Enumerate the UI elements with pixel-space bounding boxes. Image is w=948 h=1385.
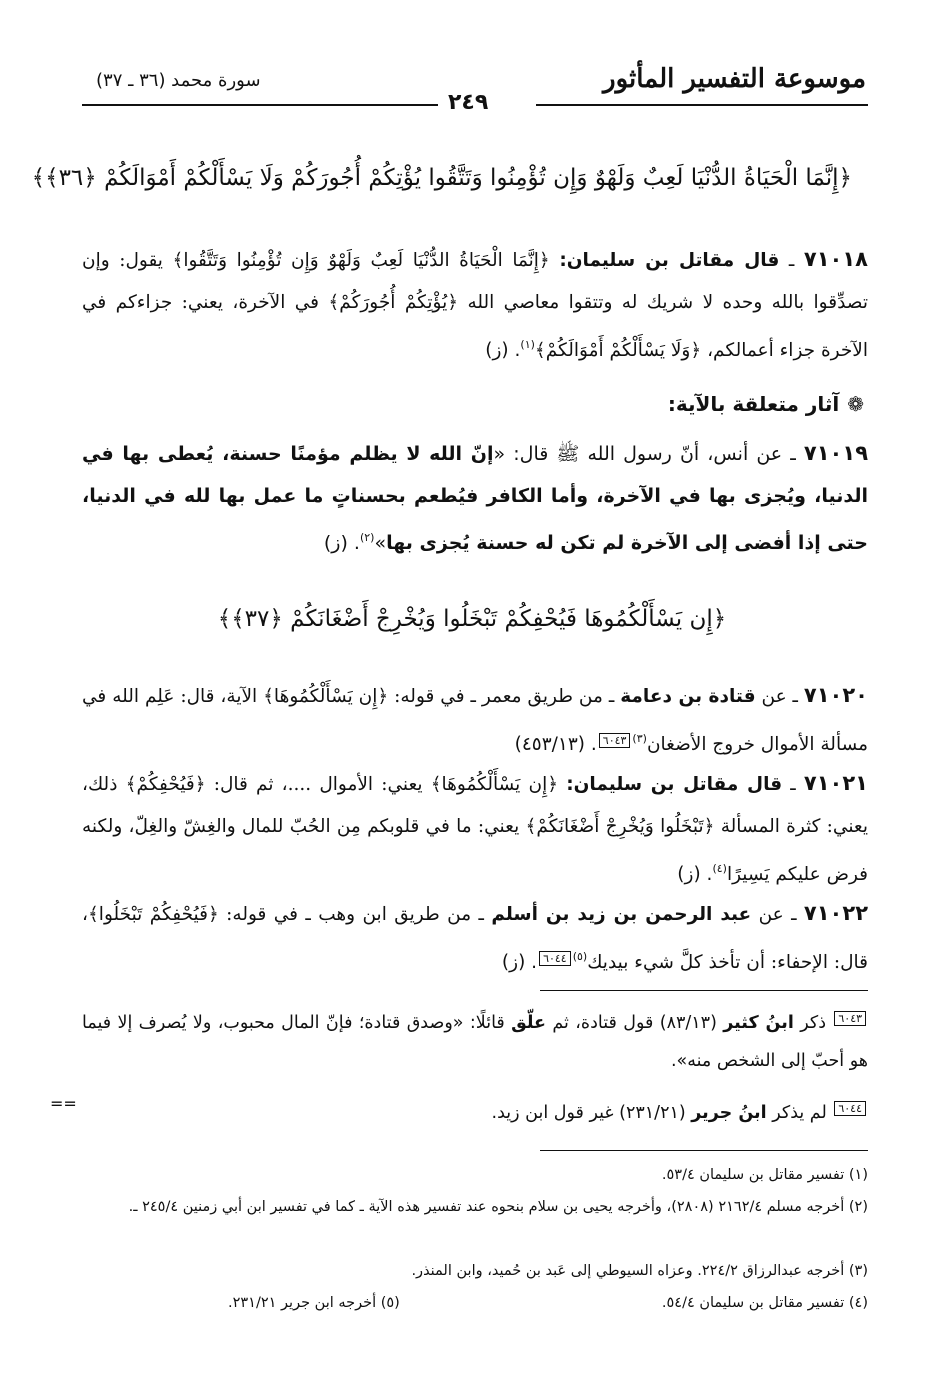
verse-37: ﴿إِن يَسْأَلْكُمُوهَا فَيُحْفِكُمْ تَبْخَلُوا وَيُخْرِجْ أَضْغَانَكُمْ ﴿٣٧﴾﴾ — [217, 606, 727, 632]
book-title: موسوعة التفسير المأثور — [603, 64, 866, 94]
continuation-mark: == — [50, 1094, 77, 1113]
footnote-ref: (٢) — [359, 531, 375, 544]
commentary-ref-box: ٦٠٤٤ — [834, 1101, 866, 1116]
header-rule-left — [82, 104, 438, 106]
narration-71022 — [82, 892, 868, 984]
narration-dash: ـ عن — [755, 686, 804, 707]
section-heading-text: آثار متعلقة بالآية: — [667, 392, 840, 416]
narration-number: ٧١٠١٨ — [803, 247, 868, 271]
footnote-3: (٣) أخرجه عبدالرزاق ٢٢٤/٢. وعزاه السيوطي إلى عَبد بن حُميد، وابن المنذر. — [411, 1263, 868, 1279]
narration-number: ٧١٠٢١ — [803, 771, 868, 795]
commentary-note-6044 — [82, 1094, 868, 1132]
narration-tail: . (ز) — [323, 532, 360, 554]
header-rule-right — [536, 104, 868, 106]
commentary-ref-box: ٦٠٤٣ — [834, 1011, 866, 1026]
narration-number: ٧١٠١٩ — [803, 441, 869, 465]
narration-71021: ٧١٠٢١ ـ قال مقاتل بن سليمان: ﴿إِن يَسْأَلْكُمُوهَا﴾ يعني: الأموال ....، ثم قال: ﴿فَيُحْفِكُمْ﴾ ذلك، يعني: كثرة المسألة ﴿تَبْخَلُوا وَيُخْرِجْ أَضْغَانَكُمْ﴾ يعني: ما في قلوبكم مِن الحُبّ للمال والغِشّ والغِلّ، ولكنه فرض عليكم يَسِيرًا$^{(٤)}$. (ز) — [82, 771, 868, 885]
narration-number: ٧١٠٢٠ — [803, 683, 868, 707]
narration-71020 — [82, 674, 868, 766]
commentary-note-6043 — [82, 1004, 868, 1080]
surah-reference: سورة محمد (٣٦ ـ ٣٧) — [96, 70, 261, 91]
hadith-text: إنّ الله لا يظلم مؤمنًا حسنة، يُعطى بها في الدنيا، ويُجزى بها في الآخرة، وأما الكافر فيُطعم بحسناتٍ ما عمل بها لله في الدنيا، حتى إذا أفضى إلى الآخرة لم تكن له حسنة يُجزى بها — [82, 443, 868, 554]
narration-tail: . (ز) — [501, 952, 538, 973]
footnote-ref: (١) — [520, 338, 535, 351]
page-number: ٢٤٩ — [448, 90, 489, 115]
narration-dash: ـ عن — [751, 904, 804, 925]
narrator: قال مقاتل بن سليمان: — [566, 774, 783, 795]
commentary-ref-box: ٦٠٤٤ — [539, 951, 571, 966]
commentary-ref-box: ٦٠٤٣ — [599, 733, 631, 748]
narration-tail: . (ز) — [677, 864, 713, 885]
footnote-1: (١) تفسير مقاتل بن سليمان ٥٣/٤. — [661, 1167, 868, 1183]
narrator: عبد الرحمن بن زيد بن أسلم — [491, 904, 752, 925]
footnote-ref: (٥) — [572, 950, 588, 963]
narrator: قال مقاتل بن سليمان: — [559, 250, 780, 271]
note-text: (٨٣/١٣) قول قتادة، ثم — [546, 1013, 724, 1033]
narration-tail: . (ز) — [485, 340, 521, 361]
narration-71018: ٧١٠١٨ ـ قال مقاتل بن سليمان: ﴿إِنَّمَا الْحَيَاةُ الدُّنْيَا لَعِبٌ وَلَهْوٌ وَإِن تُؤْمِنُوا وَتَتَّقُوا﴾ يقول: وإن تصدِّقوا بالله وحده لا شريك له وتتقوا معاصي الله ﴿يُؤْتِكُمْ أُجُورَكُمْ﴾ في الآخرة، يعني: جزاءكم في الآخرة جزاء أعمالكم، ﴿وَلَا يَسْأَلْكُمْ أَمْوَالَكُمْ﴾$^{(١)}$. (ز) — [82, 247, 868, 361]
note-text: (٢٣١/٢١) غير قول ابن زيد. — [491, 1103, 692, 1123]
narrator: قتادة بن دعامة — [620, 686, 756, 707]
scholar-name: ابنُ كثير — [723, 1013, 794, 1033]
footnote-ref: (٣) — [632, 732, 647, 745]
narration-text: ﴿إِنَّمَا الْحَيَاةُ الدُّنْيَا لَعِبٌ وَلَهْوٌ وَإِن تُؤْمِنُوا وَتَتَّقُوا﴾ يقول: وإن تصدِّقوا بالله وحده لا شريك له وتتقوا معاصي الله ﴿يُؤْتِكُمْ أُجُورَكُمْ﴾ في الآخرة، يعني: جزاءكم في الآخرة جزاء أعمالكم، ﴿وَلَا يَسْأَلْكُمْ أَمْوَالَكُمْ﴾ — [82, 250, 868, 361]
narration-intro: ـ عن أنس، أنّ رسول الله ﷺ قال: « — [493, 443, 804, 465]
note-verb: علّق — [511, 1013, 547, 1033]
narration-text: ﴿إِن يَسْأَلْكُمُوهَا﴾ يعني: الأموال ....، ثم قال: ﴿فَيُحْفِكُمْ﴾ ذلك، يعني: كثرة المسألة ﴿تَبْخَلُوا وَيُخْرِجْ أَضْغَانَكُمْ﴾ يعني: ما في قلوبكم مِن الحُبّ للمال والغِشّ والغِلّ، ولكنه فرض عليكم يَسِيرًا — [82, 774, 868, 885]
footnote-4: (٤) تفسير مقاتل بن سليمان ٥٤/٤. — [661, 1295, 868, 1311]
verse-36: ﴿إِنَّمَا الْحَيَاةُ الدُّنْيَا لَعِبٌ وَلَهْوٌ وَإِن تُؤْمِنُوا وَتَتَّقُوا يُؤْتِكُمْ أُجُورَكُمْ وَلَا يَسْأَلْكُمْ أَمْوَالَكُمْ ﴿٣٦﴾﴾ — [31, 165, 852, 191]
footnotes-separator — [540, 1150, 868, 1151]
scholar-name: ابنُ جرير — [691, 1103, 767, 1123]
note-text: ذكر — [793, 1013, 833, 1033]
note-text: لم يذكر — [766, 1103, 833, 1123]
hadith-close: » — [374, 532, 387, 554]
narration-71019 — [82, 432, 868, 564]
footnote-2: (٢) أخرجه مسلم ٢١٦٢/٤ (٢٨٠٨)، وأخرجه يحيى بن سلام بنحوه عند تفسير هذه الآية ـ كما في تفسير ابن أبي زمنين ٢٤٥/٤ ـ. — [128, 1199, 868, 1215]
footnote-5: (٥) أخرجه ابن جرير ٢٣١/٢١. — [228, 1295, 400, 1311]
notes-separator — [540, 990, 868, 991]
footnote-ref: (٤) — [712, 862, 727, 875]
section-heading — [668, 392, 864, 416]
flower-icon: ❁ — [847, 392, 864, 416]
narration-tail: . (٤٥٣/١٣) — [514, 734, 597, 755]
narration-text: ـ من طريق ابن وهب ـ في قوله: ﴿فَيُحْفِكُمْ تَبْخَلُوا﴾، قال: الإحفاء: أن تأخذ كلَّ شيء بيديك — [82, 904, 868, 973]
note-text: قائلًا: «وصدق قتادة؛ فإنّ المال محبوب، ولا يُصرف إلا فيما هو أحبّ إلى الشخص منه». — [82, 1013, 868, 1071]
narration-text: ـ من طريق معمر ـ في قوله: ﴿إِن يَسْأَلْكُمُوهَا﴾ الآية، قال: عَلِم الله في مسألة الأموال خروج الأضغان — [82, 686, 868, 755]
narration-number: ٧١٠٢٢ — [803, 901, 869, 925]
